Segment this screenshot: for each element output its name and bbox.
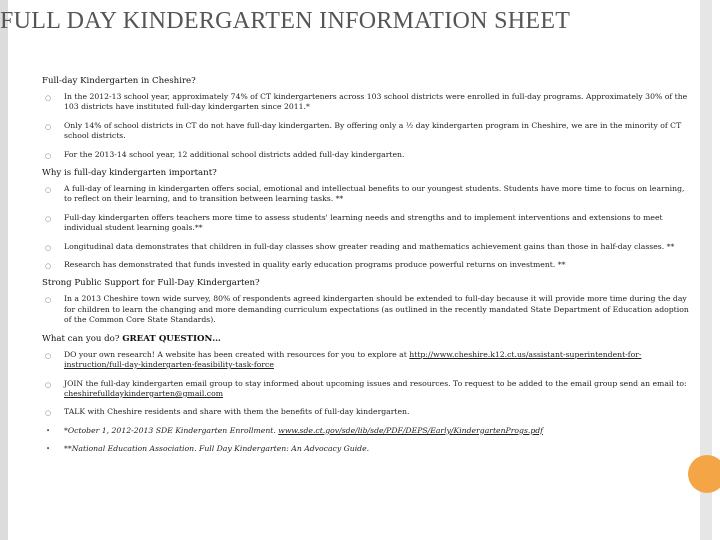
page-title: FULL DAY KINDERGARTEN INFORMATION SHEET xyxy=(0,8,571,34)
ring-bullet-icon: ○ xyxy=(45,151,52,160)
list-item: ○ TALK with Cheshire residents and share with them the benefits of full-day kindergarten. xyxy=(45,407,410,418)
left-frame-bar xyxy=(0,0,8,540)
cheshire-list xyxy=(42,92,692,160)
section-heading-support: Strong Public Support for Full-Day Kindergarten? xyxy=(42,278,260,289)
list-item: ○ In the 2012-13 school year, approximately 74% of CT kindergarteners across 103 school districts were enrolled in full-day programs. Approximately 30% of the 103 districts have instituted full-day kindergarten since 2011.* xyxy=(45,92,688,112)
section-heading-cheshire: Full-day Kindergarten in Cheshire? xyxy=(42,76,196,86)
footnote-item: • **National Education Association. Full Day Kindergarten: An Advocacy Guide. xyxy=(46,444,370,454)
ring-bullet-icon: ○ xyxy=(45,214,52,223)
email-group-link[interactable]: cheshirefulldaykindergarten@gmail.com xyxy=(64,388,223,398)
dot-bullet-icon: • xyxy=(46,445,51,454)
list-item: ○ In a 2013 Cheshire town wide survey, 80% of respondents agreed kindergarten should be extended to full-day because it will provide more time during the day for children to learn the changing and more demanding curriculum expectations (as outlined in the recently mandated State Department of Education adoption of the Common Core State Standards). xyxy=(45,294,689,325)
ring-bullet-icon: ○ xyxy=(45,94,52,102)
section-heading-why: Why is full-day kindergarten important? xyxy=(42,168,217,179)
ring-bullet-icon: ○ xyxy=(45,122,52,131)
document-body xyxy=(42,76,692,463)
ring-bullet-icon: ○ xyxy=(45,296,52,305)
list-item: ○ A full-day of learning in kindergarten offers social, emotional and intellectual benefits to our youngest students. Students have more time to focus on learning, to reflect on their learning, and to transition between learning tasks. ** xyxy=(45,184,685,204)
sde-enrollment-link[interactable]: www.sde.ct.gov/sde/lib/sde/PDF/DEPS/Early/KindergartenProgs.pdf xyxy=(278,425,544,435)
footnote-item: • *October 1, 2012-2013 SDE Kindergarten Enrollment. www.sde.ct.gov/sde/lib/sde/PDF/DEPS/Early/KindergartenProgs.pdf xyxy=(46,425,544,435)
support-list xyxy=(42,294,692,325)
ring-bullet-icon: ○ xyxy=(45,380,52,389)
ring-bullet-icon: ○ xyxy=(45,186,52,195)
ring-bullet-icon: ○ xyxy=(45,409,52,418)
resources-website-link[interactable]: http://www.cheshire.k12.ct.us/assistant-superintendent-for-instruction/full-day-kindergarten-feasibility-task-force xyxy=(64,349,642,370)
what-list xyxy=(42,350,692,455)
list-item: ○ Full-day kindergarten offers teachers more time to assess students' learning needs and strengths and to implement interventions and extensions to meet individual student learning goals.** xyxy=(45,212,663,233)
orange-circle-decoration xyxy=(688,455,720,493)
ring-bullet-icon: ○ xyxy=(45,243,52,252)
why-list xyxy=(42,184,692,270)
list-item: ○ Research has demonstrated that funds invested in quality early education programs produce powerful returns on investment. ** xyxy=(45,260,566,271)
ring-bullet-icon: ○ xyxy=(45,262,52,271)
list-item: ○ Longitudinal data demonstrates that children in full-day classes show greater reading and mathematics achievement gains than those in half-day classes. ** xyxy=(45,241,675,252)
list-item: ○ DO your own research! A website has been created with resources for you to explore at http://www.cheshire.k12.ct.us/assistant-superintendent-for-instruction/full-day-kindergarten-feasibility-task-force xyxy=(45,349,642,370)
list-item: ○ For the 2013-14 school year, 12 additional school districts added full-day kindergarten. xyxy=(45,149,405,160)
list-item: ○ JOIN the full-day kindergarten email group to stay informed about upcoming issues and resources. To request to be added to the email group send an email to: cheshirefulldaykindergarten@gmail.com xyxy=(45,378,687,398)
dot-bullet-icon: • xyxy=(46,426,51,435)
ring-bullet-icon: ○ xyxy=(45,351,52,360)
list-item: ○ Only 14% of school districts in CT do not have full-day kindergarten. By offering only a ½ day kindergarten program in Cheshire, we are in the minority of CT school districts. xyxy=(45,120,682,141)
section-heading-what: What can you do? GREAT QUESTION… xyxy=(42,333,221,344)
